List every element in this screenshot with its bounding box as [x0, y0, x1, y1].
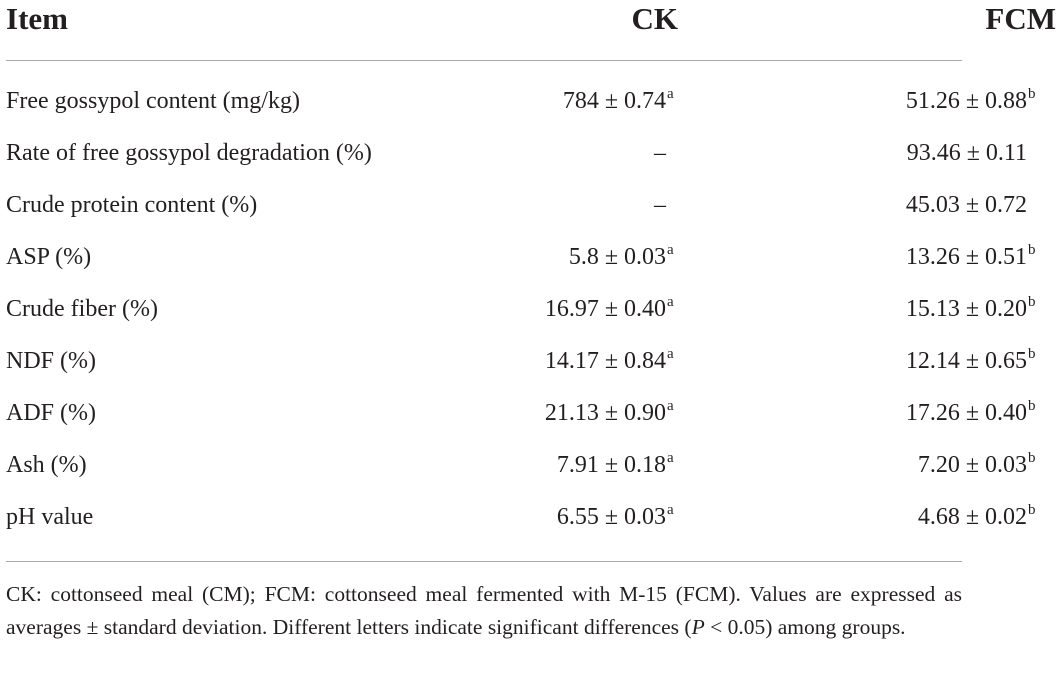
cell-ck [654, 140, 666, 167]
footnote-text-end: < 0.05) among groups. [704, 615, 906, 639]
cell-fcm-superscript: b [1028, 86, 1036, 102]
cell-fcm [905, 242, 1036, 271]
cell-ck [654, 192, 666, 219]
cell-fcm-superscript: b [1028, 242, 1036, 258]
cell-ck-superscript: a [667, 346, 674, 362]
table-header [0, 0, 1060, 40]
table-row [0, 244, 1060, 296]
cell-fcm-value: 15.13 ± 0.20 [905, 296, 1027, 322]
table-row [0, 296, 1060, 348]
cell-ck-superscript: a [667, 86, 674, 102]
cell-fcm-superscript: b [1028, 346, 1036, 362]
cell-fcm [906, 192, 1027, 219]
cell-item: NDF (%) [6, 348, 96, 374]
cell-item: pH value [6, 504, 94, 530]
cell-ck [544, 294, 674, 323]
cell-ck [556, 502, 674, 531]
table-row [0, 400, 1060, 452]
cell-fcm-superscript: b [1028, 294, 1036, 310]
table-footnote [6, 578, 962, 644]
cell-fcm [905, 294, 1036, 323]
cell-ck-superscript: a [667, 294, 674, 310]
cell-fcm-value: 17.26 ± 0.40 [905, 400, 1027, 426]
cell-ck-superscript: a [667, 398, 674, 414]
cell-item: Rate of free gossypol degradation (%) [6, 140, 372, 166]
footnote-text: CK: cottonseed meal (CM); FCM: cottonseed meal fermented with M-15 (FCM). Values are expressed as averages ± standard deviation. Different letters indicate significant differences ( [6, 582, 962, 639]
cell-ck [568, 242, 674, 271]
header-fcm: FCM [985, 1, 1056, 36]
header-item: Item [6, 1, 68, 36]
table-row [0, 504, 1060, 556]
cell-fcm-value: 93.46 ± 0.11 [906, 140, 1027, 166]
top-rule [6, 60, 962, 61]
cell-ck-value: 6.55 ± 0.03 [556, 504, 666, 530]
cell-ck-value: – [654, 140, 666, 166]
table-row [0, 348, 1060, 400]
cell-ck [544, 398, 674, 427]
cell-fcm-value: 13.26 ± 0.51 [905, 244, 1027, 270]
p-symbol: P [691, 615, 705, 639]
cell-ck-superscript: a [667, 242, 674, 258]
cell-item: Free gossypol content (mg/kg) [6, 88, 300, 114]
cell-fcm-superscript: b [1028, 450, 1036, 466]
cell-item: ADF (%) [6, 400, 96, 426]
cell-fcm-value: 51.26 ± 0.88 [905, 88, 1027, 114]
table-row [0, 192, 1060, 244]
cell-ck [556, 450, 674, 479]
bottom-rule [6, 561, 962, 562]
cell-fcm-superscript: b [1028, 398, 1036, 414]
cell-ck-value: – [654, 192, 666, 218]
table-row [0, 452, 1060, 504]
cell-item: Crude protein content (%) [6, 192, 258, 218]
cell-ck-superscript: a [667, 450, 674, 466]
table-row [0, 140, 1060, 192]
header-ck: CK [631, 1, 678, 36]
cell-fcm-superscript: b [1028, 502, 1036, 518]
cell-fcm [905, 346, 1036, 375]
cell-fcm [905, 86, 1036, 115]
cell-fcm [905, 398, 1036, 427]
cell-fcm-value: 45.03 ± 0.72 [905, 192, 1027, 218]
cell-ck-value: 21.13 ± 0.90 [544, 400, 666, 426]
cell-ck-value: 16.97 ± 0.40 [544, 296, 666, 322]
cell-fcm [917, 450, 1036, 479]
cell-ck [562, 86, 674, 115]
cell-item: ASP (%) [6, 244, 92, 270]
cell-ck-value: 784 ± 0.74 [562, 88, 666, 114]
cell-fcm [907, 140, 1027, 167]
cell-ck-value: 5.8 ± 0.03 [568, 244, 666, 270]
cell-ck-value: 14.17 ± 0.84 [544, 348, 666, 374]
cell-ck-value: 7.91 ± 0.18 [556, 452, 666, 478]
cell-fcm-value: 7.20 ± 0.03 [917, 452, 1027, 478]
cell-item: Crude fiber (%) [6, 296, 158, 322]
cell-ck [544, 346, 674, 375]
table-row [0, 88, 1060, 140]
cell-fcm [917, 502, 1036, 531]
cell-ck-superscript: a [667, 502, 674, 518]
cell-item: Ash (%) [6, 452, 87, 478]
cell-fcm-value: 4.68 ± 0.02 [917, 504, 1027, 530]
cell-fcm-value: 12.14 ± 0.65 [905, 348, 1027, 374]
